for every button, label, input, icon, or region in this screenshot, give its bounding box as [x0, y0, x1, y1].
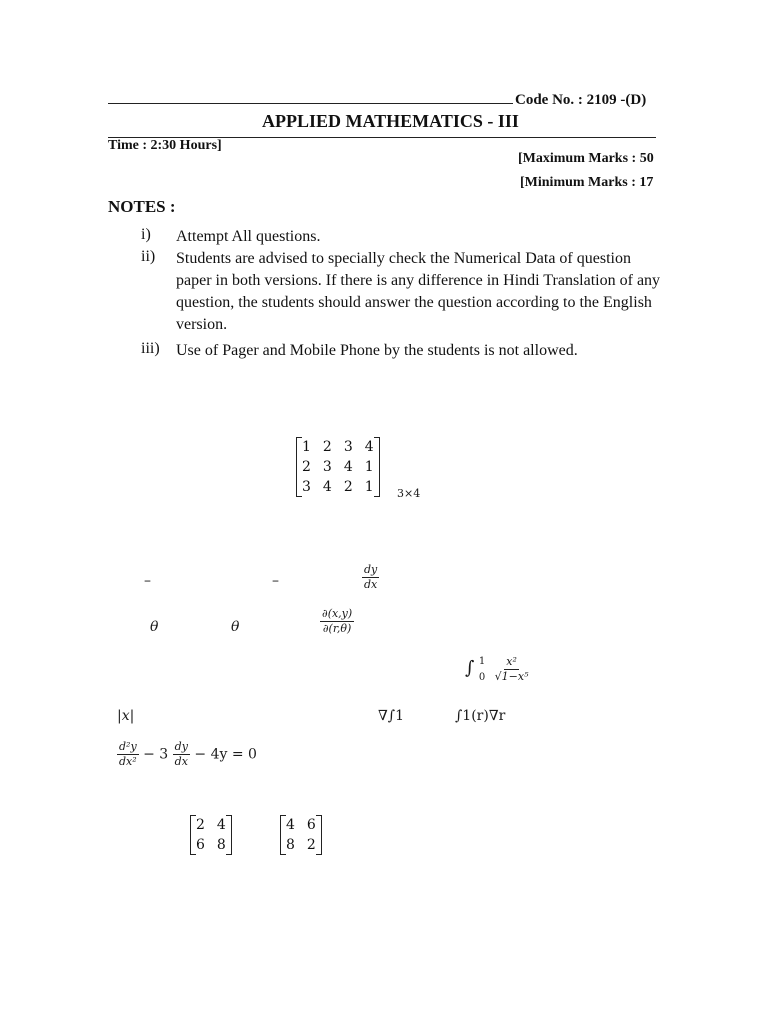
matrix-cell: 2 [322, 439, 332, 455]
min-marks: [Minimum Marks : 17 [520, 175, 654, 190]
note-number: i) [141, 226, 151, 243]
note-number: iii) [141, 340, 160, 357]
fraction-numerator: x² [506, 655, 517, 668]
matrix-cell: 3 [322, 459, 332, 475]
matrix-cell: 4 [216, 817, 226, 833]
bracket-right [374, 437, 380, 497]
dash-symbol: – [272, 573, 279, 589]
header-rule-top [108, 103, 513, 104]
code-number: Code No. : 2109 -(D) [515, 92, 647, 108]
matrix-cell: 3 [343, 439, 353, 455]
integral-lower-limit: 0 [478, 671, 486, 683]
fraction-numerator: dy [174, 740, 188, 753]
fraction-numerator: dy [364, 563, 378, 576]
nabla-integral: ∇∫1 [378, 708, 404, 724]
bracket-left [280, 815, 286, 855]
matrix-order: 3×4 [397, 487, 421, 500]
note-text: Attempt All questions. [176, 228, 321, 245]
fraction-numerator: d²y [119, 740, 137, 753]
matrix-cell: 4 [343, 459, 353, 475]
matrix-cell: 1 [364, 479, 374, 495]
equation-term: − 3 [143, 746, 169, 763]
matrix-cell: 2 [196, 817, 205, 833]
theta-symbol: θ [150, 619, 159, 635]
matrix-3x4 [296, 437, 380, 497]
fraction-denominator: dx [174, 755, 188, 768]
matrix-2x2 [190, 815, 232, 855]
exam-title: APPLIED MATHEMATICS - III [262, 111, 519, 131]
matrix-cell: 3 [302, 479, 311, 495]
bracket-right [316, 815, 322, 855]
matrix-cell: 8 [216, 837, 226, 853]
fraction-denominator: dx² [119, 755, 137, 768]
matrix-cell: 4 [364, 439, 374, 455]
matrix-cell: 4 [322, 479, 332, 495]
fraction-denominator: ∂(r,θ) [322, 622, 352, 635]
note-text: Use of Pager and Mobile Phone by the students is not allowed. [176, 342, 578, 359]
matrix-cell: 2 [343, 479, 353, 495]
note-number: ii) [141, 248, 156, 265]
bracket-left [190, 815, 196, 855]
note-text: Students are advised to specially check the Numerical Data of question paper in both versions. If there is any difference in Hindi Translation of any question, the students should answer the question according to the English version. [176, 250, 661, 333]
matrix-cell: 8 [286, 837, 295, 853]
fraction-denominator: dx [364, 578, 378, 591]
matrix-cell: 1 [364, 459, 374, 475]
integral-upper-limit: 1 [478, 655, 486, 667]
matrix-cell: 6 [196, 837, 205, 853]
derivative-fraction [362, 563, 379, 592]
fraction-numerator: ∂(x,y) [322, 607, 353, 620]
time-label: Time : 2:30 Hours] [108, 138, 222, 153]
gradient-integral: ∫1(r)∇r [455, 708, 506, 724]
notes-heading: NOTES : [108, 197, 176, 216]
equation-term: − 4y = 0 [194, 746, 257, 763]
differential-equation [117, 740, 257, 769]
matrix-cell: 6 [306, 817, 316, 833]
jacobian-fraction [320, 607, 354, 636]
max-marks: [Maximum Marks : 50 [518, 151, 654, 166]
integral-sign: ∫ [465, 657, 475, 679]
dash-symbol: – [144, 573, 151, 589]
integral-expression [465, 655, 531, 684]
matrix-cell: 2 [302, 459, 311, 475]
fraction-denominator: √1−x⁵ [494, 670, 529, 683]
matrix-cell: 1 [302, 439, 311, 455]
bracket-right [226, 815, 232, 855]
theta-symbol: θ [231, 619, 240, 635]
absolute-value: |x| [117, 708, 135, 724]
matrix-cell: 2 [306, 837, 316, 853]
bracket-left [296, 437, 302, 497]
matrix-2x2 [280, 815, 322, 855]
matrix-cell: 4 [286, 817, 295, 833]
